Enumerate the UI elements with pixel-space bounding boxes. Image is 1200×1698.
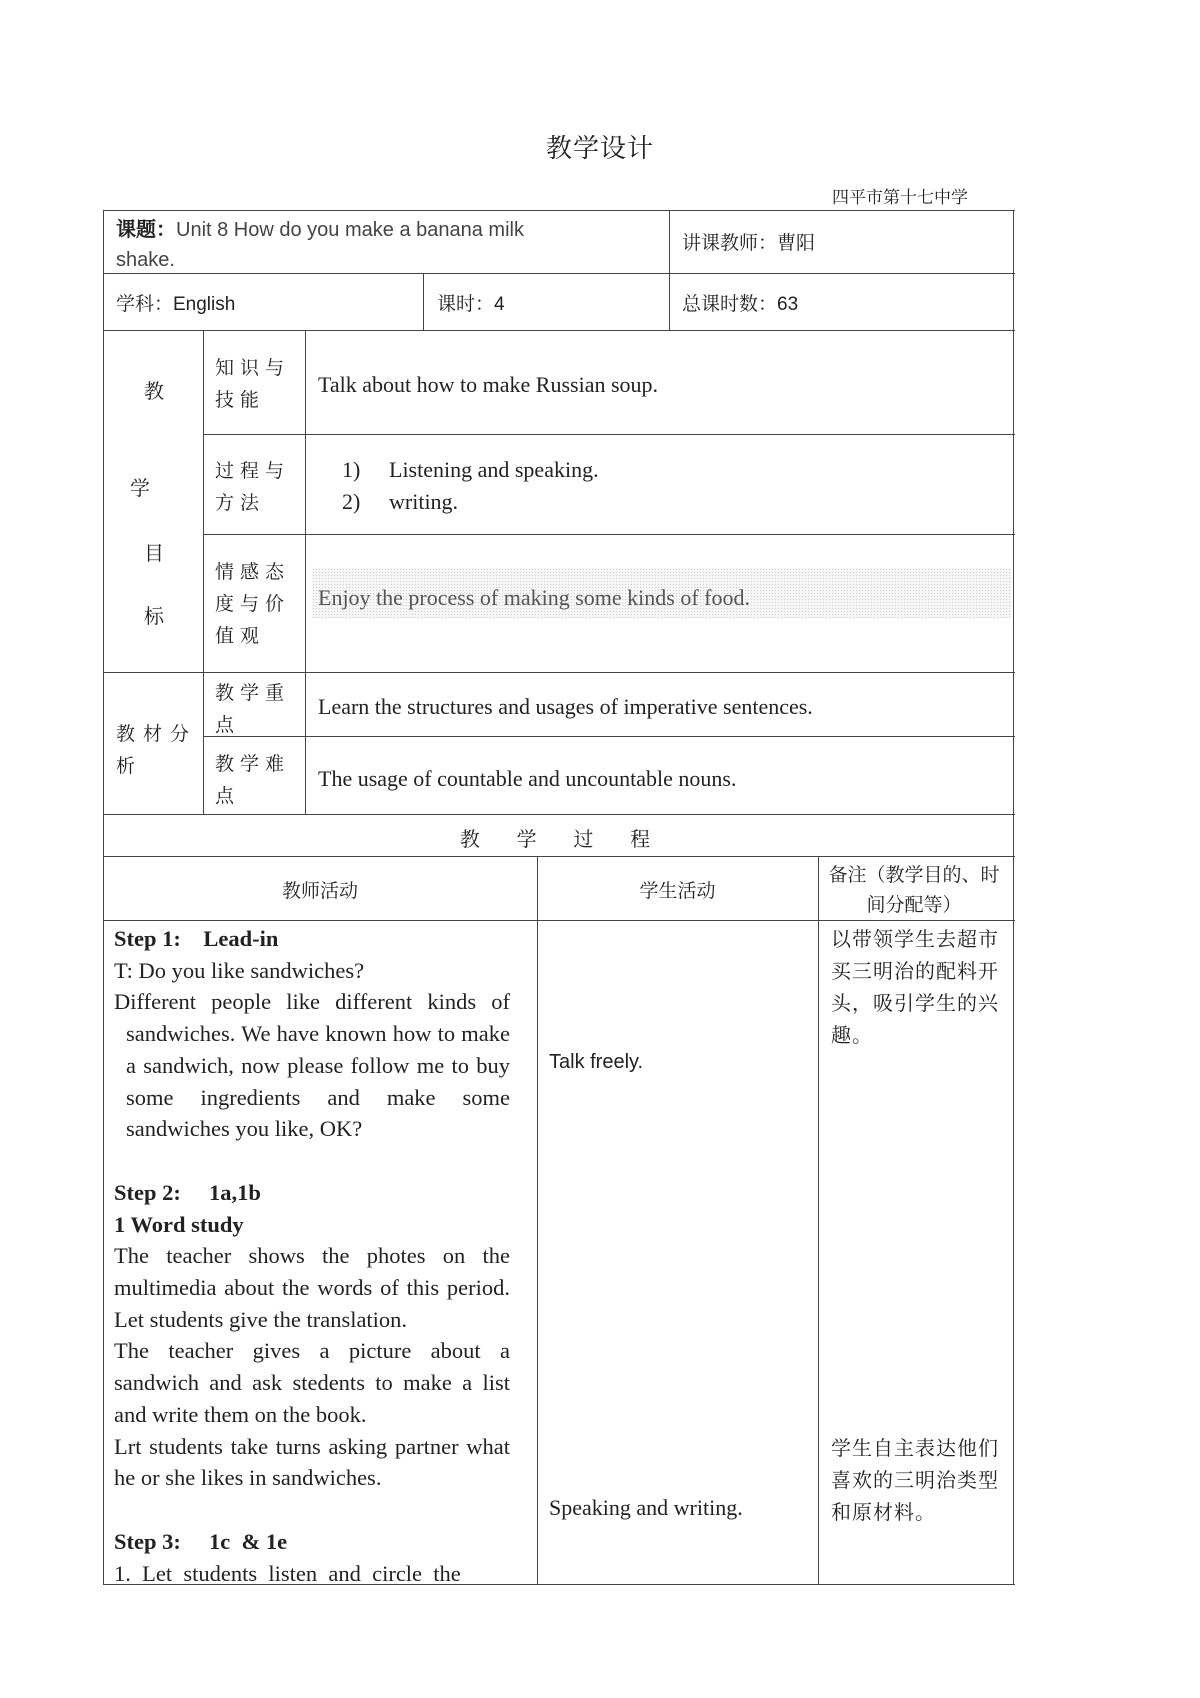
goal-content-knowledge: Talk about how to make Russian soup. bbox=[318, 372, 659, 397]
analysis-label-difficult: 教学难点 bbox=[215, 753, 291, 807]
step1-body: Different people like different kinds of sandwiches. We have known how to make a sandwich, now please follow me to buy some ingredients and make some sandwiches you like, OK? bbox=[114, 989, 510, 1142]
student-activity-2: Speaking and writing. bbox=[549, 1495, 743, 1520]
topic-cell bbox=[116, 214, 656, 275]
goal-item-1: Listening and speaking. bbox=[389, 457, 599, 482]
subject-cell: 学科：English bbox=[116, 294, 236, 315]
goal-label-attitude: 情感态度与价值观 bbox=[215, 561, 291, 647]
note-2: 学生自主表达他们喜欢的三明治类型和原材料。 bbox=[831, 1436, 999, 1524]
goal-label-knowledge: 知识与技能 bbox=[215, 357, 291, 411]
analysis-group-label: 教材分析 bbox=[116, 723, 198, 777]
col-header-student: 学生活动 bbox=[639, 880, 716, 902]
step1-title: Step 1: Lead-in bbox=[114, 926, 279, 951]
analysis-label-key: 教学重点 bbox=[215, 682, 291, 736]
goal-content-attitude: Enjoy the process of making some kinds of food. bbox=[318, 585, 750, 610]
topic-label: 课题： bbox=[116, 217, 176, 241]
goal-item-num-2: 2) bbox=[342, 489, 361, 514]
topic-value-line1: Unit 8 How do you make a banana milk bbox=[176, 219, 524, 241]
step1-question: T: Do you like sandwiches? bbox=[114, 957, 365, 983]
goals-char-3: 目 bbox=[144, 541, 164, 565]
step2-subtitle: 1 Word study bbox=[114, 1211, 244, 1237]
goal-item-2: writing. bbox=[389, 489, 459, 514]
goals-char-4: 标 bbox=[144, 604, 164, 628]
process-heading: 教 学 过 程 bbox=[459, 827, 659, 851]
goal-label-process: 过程与方法 bbox=[215, 460, 291, 514]
step2-para1: The teacher shows the photes on the multimedia about the words of this period. Let students give the translation. bbox=[114, 1243, 510, 1332]
note-1: 以带领学生去超市买三明治的配料开头，吸引学生的兴趣。 bbox=[831, 927, 999, 1047]
topic-value-line2: shake. bbox=[116, 249, 175, 271]
goals-char-2: 学 bbox=[130, 476, 150, 500]
class-hours-cell: 课时：4 bbox=[437, 294, 505, 315]
analysis-content-key: Learn the structures and usages of imperative sentences. bbox=[318, 694, 813, 719]
step2-para3: Lrt students take turns asking partner what he or she likes in sandwiches. bbox=[114, 1433, 510, 1491]
step2-title: Step 2: 1a,1b bbox=[114, 1179, 261, 1205]
school-name: 四平市第十七中学 bbox=[832, 188, 968, 208]
col-header-notes: 备注（教学目的、时间分配等） bbox=[828, 864, 1000, 916]
analysis-content-difficult: The usage of countable and uncountable nouns. bbox=[318, 766, 737, 791]
goals-char-1: 教 bbox=[144, 379, 164, 403]
col-header-teacher: 教师活动 bbox=[281, 880, 358, 902]
goal-item-num-1: 1) bbox=[342, 457, 361, 482]
step3-title: Step 3: 1c & 1e bbox=[114, 1528, 288, 1554]
total-hours-cell: 总课时数：63 bbox=[682, 294, 799, 315]
step3-para1: 1. Let students listen and circle the bbox=[114, 1560, 461, 1586]
document-title: 教学设计 bbox=[545, 134, 654, 164]
teacher-name: 讲课教师：曹阳 bbox=[682, 232, 816, 254]
teacher-activities bbox=[114, 923, 510, 1589]
student-activity-1: Talk freely. bbox=[549, 1051, 644, 1073]
step2-para2: The teacher gives a picture about a sandwich and ask stedents to make a list and write them on the book. bbox=[114, 1338, 510, 1427]
